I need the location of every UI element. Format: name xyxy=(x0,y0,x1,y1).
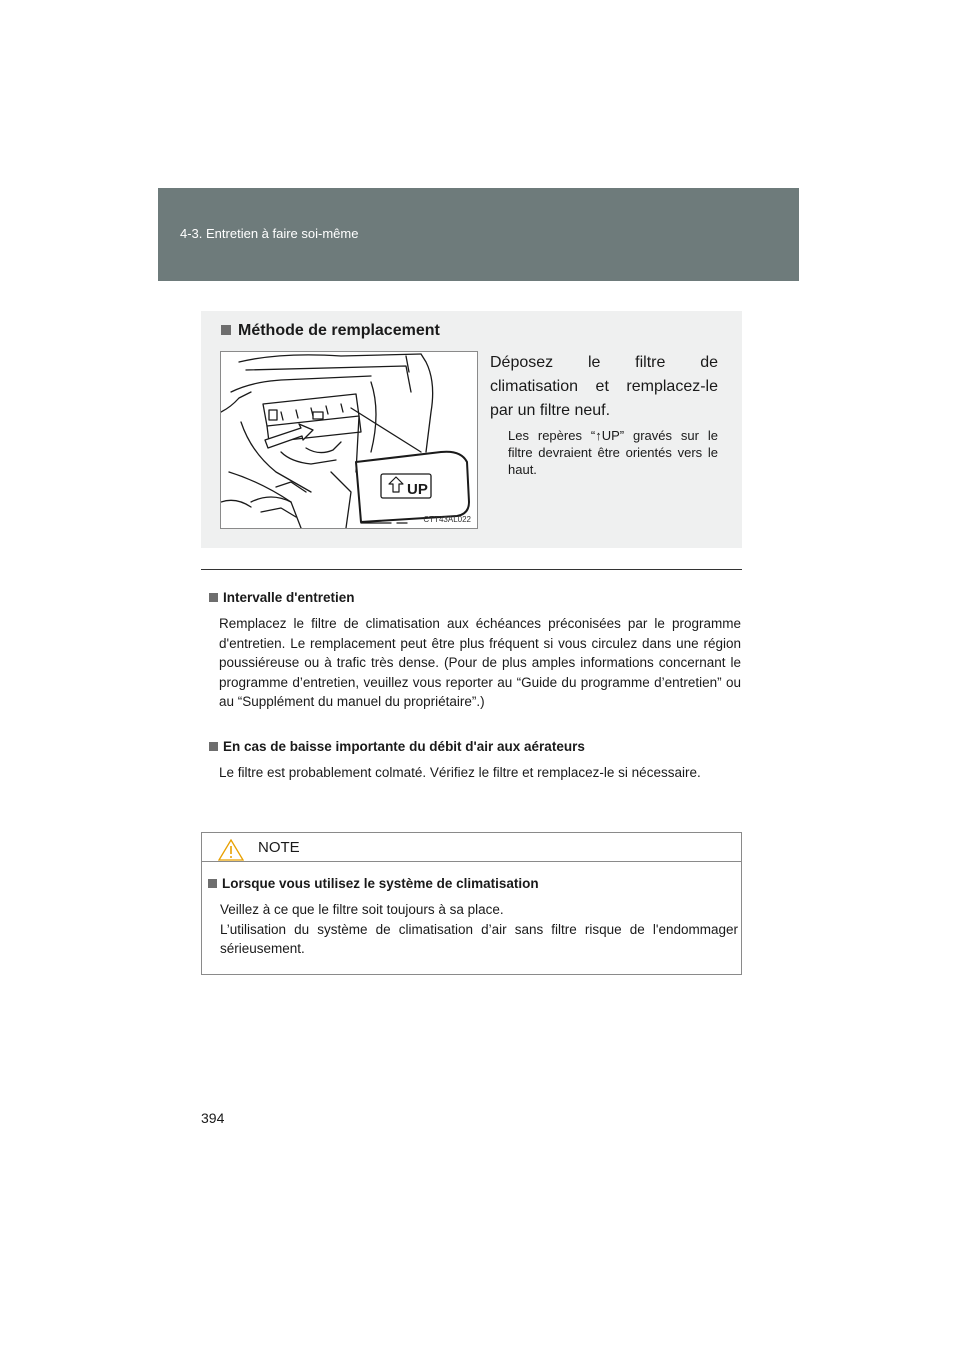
warning-triangle-icon xyxy=(218,839,244,861)
filter-illustration xyxy=(220,351,478,529)
note-line-1: Veillez à ce que le filtre soit toujours à sa place. xyxy=(220,902,504,917)
figure-up-label: UP xyxy=(407,481,428,498)
info-title-airflow xyxy=(209,739,585,754)
info-body-interval: Remplacez le filtre de climatisation aux échéances préconisées par le programme d'entretien. Le remplacement peut être plus fréquent si vous circulez dans une région poussiéreuse ou à trafic très dense. (Pour de plus amples informations concernant le programme d’entretien, veuillez vous reporter au “Guide du programme d’entretien” ou au “Supplément du manuel du propriétaire”.) xyxy=(219,616,741,709)
note-subtitle-text: Lorsque vous utilisez le système de climatisation xyxy=(222,876,539,891)
page-number: 394 xyxy=(201,1110,225,1126)
info-title-interval xyxy=(209,590,355,605)
method-heading xyxy=(221,322,440,340)
square-bullet-icon xyxy=(209,742,218,751)
section-divider xyxy=(201,569,742,570)
section-title: 4-3. Entretien à faire soi-même xyxy=(180,226,359,241)
note-box xyxy=(201,832,742,975)
note-text xyxy=(220,900,738,959)
replacement-method-box xyxy=(201,311,742,548)
method-orientation-note xyxy=(508,427,718,478)
section-header-band xyxy=(158,188,799,281)
figure-code: CTT43AL022 xyxy=(423,515,471,524)
info-title-text: En cas de baisse importante du débit d'air aux aérateurs xyxy=(223,739,585,754)
note-label: NOTE xyxy=(258,839,300,856)
square-bullet-icon xyxy=(221,325,231,335)
square-bullet-icon xyxy=(208,879,217,888)
up-arrow-icon: ↑ xyxy=(595,428,602,443)
note-header xyxy=(202,833,741,862)
glovebox-filter-drawing xyxy=(221,352,477,528)
note-subtitle xyxy=(208,876,539,891)
orientation-text-prefix: Les repères “ xyxy=(508,428,596,443)
info-title-text: Intervalle d'entretien xyxy=(223,590,355,605)
method-instruction: Déposez le filtre de climatisation et remplacez-le par un filtre neuf. xyxy=(490,354,718,419)
note-line-2: L’utilisation du système de climatisation d’air sans filtre risque de l'endommager sérieusement. xyxy=(220,921,738,956)
square-bullet-icon xyxy=(209,593,218,602)
info-body-airflow: Le filtre est probablement colmaté. Vérifiez le filtre et remplacez-le si nécessaire. xyxy=(219,765,701,780)
method-heading-text: Méthode de remplacement xyxy=(238,322,440,339)
orientation-text-rest: UP” gravés sur le filtre devraient être orientés vers le haut. xyxy=(508,428,718,477)
